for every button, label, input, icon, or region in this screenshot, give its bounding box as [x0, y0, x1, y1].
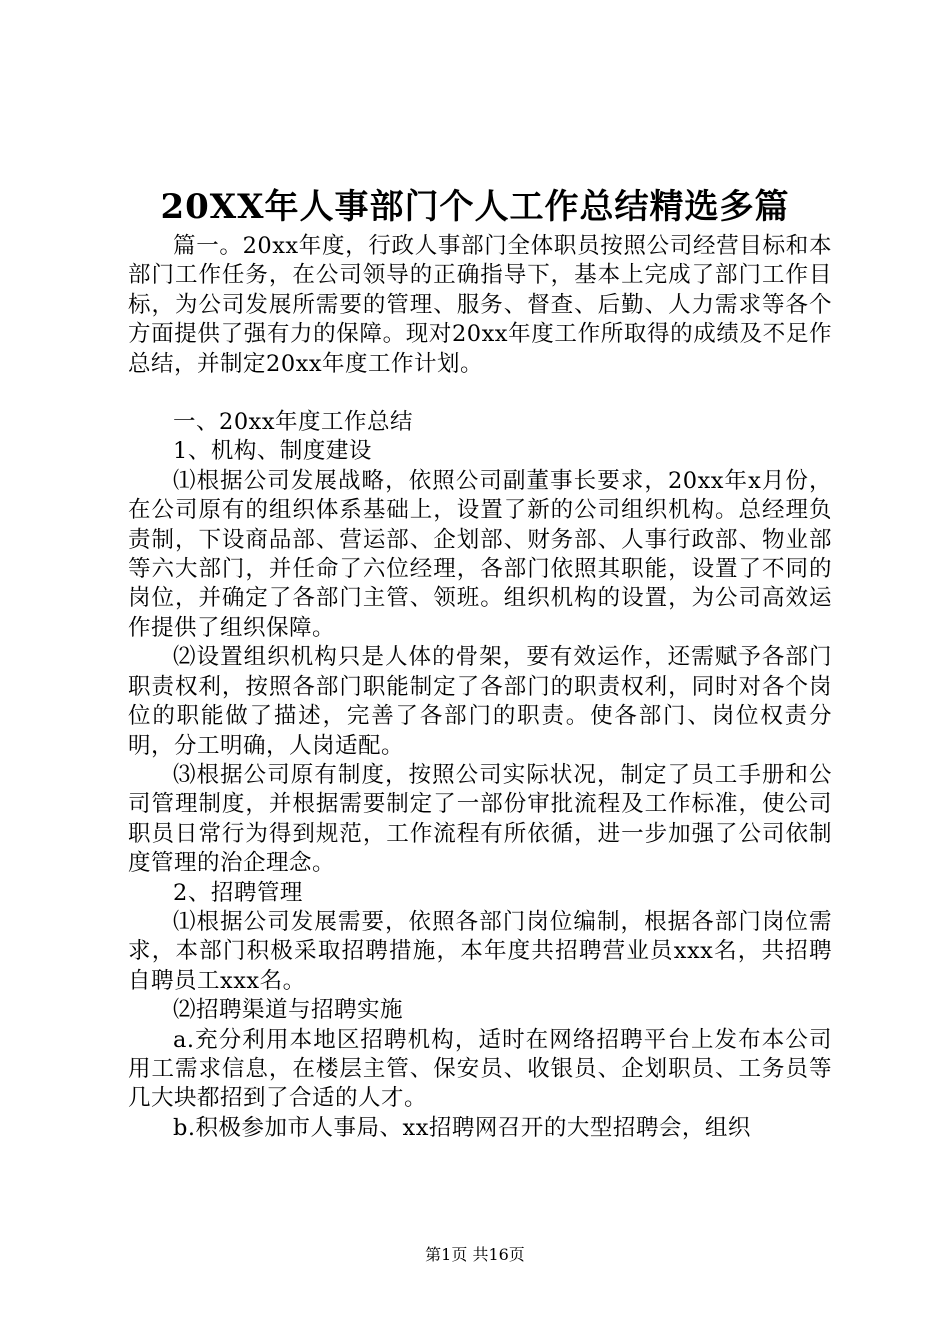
paragraph-organization-3: ⑶根据公司原有制度，按照公司实际状况，制定了员工手册和公司管理制度，并根据需要制定了一部份审批流程及工作标准，使公司职员日常行为得到规范，工作流程有所依循，进一步加强了公司依制度管理的治企理念。 [128, 761, 832, 877]
subsection-heading-organization: 1、机构、制度建设 [173, 438, 372, 465]
paragraph-recruitment-a: a.充分利用本地区招聘机构，适时在网络招聘平台上发布本公司用工需求信息，在楼层主管、保安员、收银员、企划职员、工务员等几大块都招到了合适的人才。 [128, 1026, 832, 1112]
paragraph-intro: 篇一。20xx年度，行政人事部门全体职员按照公司经营目标和本部门工作任务，在公司领导的正确指导下，基本上完成了部门工作目标，为公司发展所需要的管理、服务、督查、后勤、人力需求等各个方面提供了强有力的保障。现对20xx年度工作所取得的成绩及不足作总结，并制定20xx年度工作计划。 [128, 233, 832, 377]
document-title: 20XX年人事部门个人工作总结精选多篇 [160, 187, 790, 227]
paragraph-organization-1: ⑴根据公司发展战略，依照公司副董事长要求，20xx年x月份，在公司原有的组织体系基础上，设置了新的公司组织机构。总经理负责制，下设商品部、营运部、企划部、财务部、人事行政部、物业部等六大部门，并任命了六位经理，各部门依照其职能，设置了不同的岗位，并确定了各部门主管、领班。组织机构的设置，为公司高效运作提供了组织保障。 [128, 467, 832, 641]
paragraph-recruitment-1: ⑴根据公司发展需要，依照各部门岗位编制，根据各部门岗位需求，本部门积极采取招聘措施，本年度共招聘营业员xxx名，共招聘自聘员工xxx名。 [128, 908, 832, 994]
paragraph-organization-2: ⑵设置组织机构只是人体的骨架，要有效运作，还需赋予各部门职责权利，按照各部门职能制定了各部门的职责权利，同时对各个岗位的职能做了描述，完善了各部门的职责。使各部门、岗位权责分明，分工明确，人岗适配。 [128, 644, 832, 759]
page-footer: 第1页 共16页 [425, 1245, 525, 1264]
section-heading-summary: 一、20xx年度工作总结 [173, 409, 414, 436]
subsection-heading-recruitment: 2、招聘管理 [173, 879, 303, 906]
document-body [128, 232, 832, 1143]
paragraph-recruitment-2: ⑵招聘渠道与招聘实施 [173, 997, 404, 1024]
paragraph-recruitment-b: b.积极参加市人事局、xx招聘网召开的大型招聘会，组织 [173, 1114, 751, 1141]
